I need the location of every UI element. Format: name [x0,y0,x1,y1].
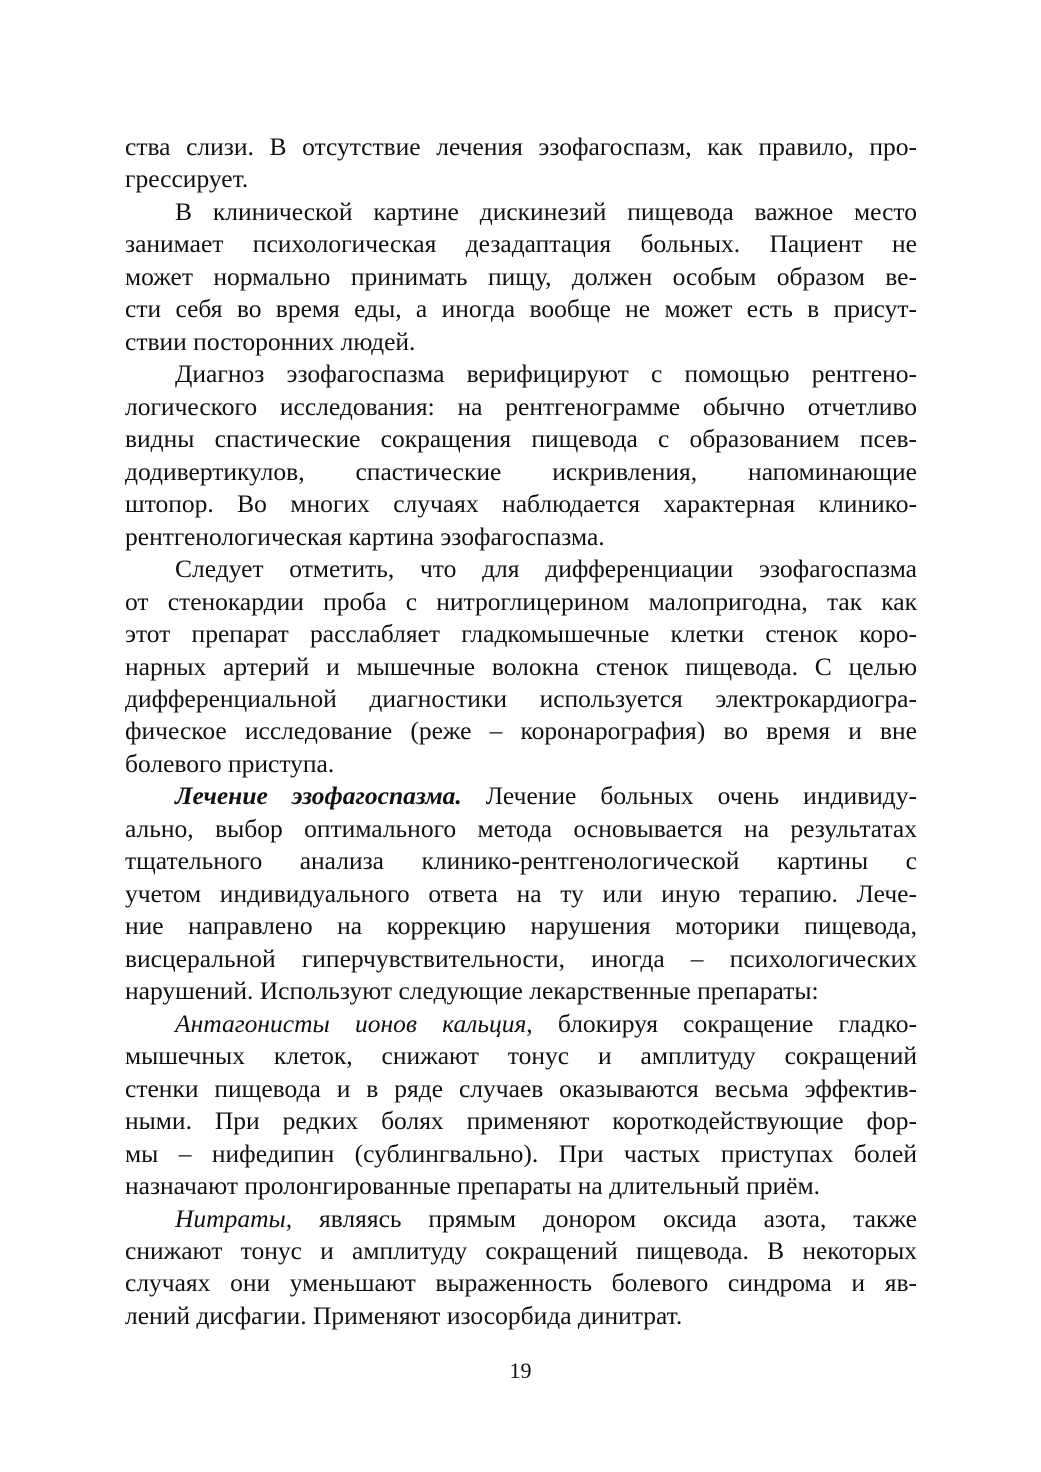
line-text: сти себя во время еды, а иногда вообще не может есть в присут- [125,294,917,324]
emphasis-text: Нитраты, [175,1203,293,1233]
line-text: случаях они уменьшают выраженность болевого синдрома и яв- [125,1268,917,1298]
line-text: ства слизи. В отсутствие лечения эзофагоспазм, как правило, про- [125,132,917,161]
line-text: логического исследования: на рентгенограмме обычно отчетливо [125,391,917,421]
text-line [125,943,917,974]
line-text: В клинической картине дискинезий пищевода важное место [175,196,917,226]
line-text: лений дисфагии. Применяют изосорбида динитрат. [125,1300,683,1330]
text-line [175,358,917,389]
line-text: мы – нифедипин (сублингвально). При частых приступах болей [125,1138,917,1168]
line-text: ными. При редких болях применяют короткодействующие фор- [125,1106,917,1136]
line-text: являясь прямым донором оксида азота, также [292,1203,917,1233]
line-text: может нормально принимать пищу, должен особым образом ве- [125,261,917,291]
text-line [125,878,917,909]
line-text: видны спастические сокращения пищевода с образованием псев- [125,424,917,454]
text-line [125,456,917,487]
text-line [125,618,917,649]
line-text: занимает психологическая дезадаптация больных. Пациент не [125,229,917,259]
text-line [125,1300,917,1331]
text-line [125,683,917,714]
line-text: дифференциальной диагностики используется электрокардиогра- [125,683,917,713]
text-line [125,1235,917,1266]
text-line [175,1008,917,1039]
text-line [125,586,917,617]
line-text: ально, выбор оптимального метода основывается на результатах [125,813,917,843]
text-line [175,196,917,227]
emphasis-text: Лечение эзофагоспазма. [175,781,462,811]
page-number: 19 [509,1358,532,1383]
text-line [125,1138,917,1169]
line-text: рентгенологическая картина эзофагоспазма. [125,521,605,551]
line-text: висцеральной гиперчувствительности, иногда – психологических [125,943,917,973]
text-line [125,521,917,552]
text-line [125,131,917,162]
line-text: , блокируя сокращение гладко- [526,1008,917,1038]
text-line [175,780,917,811]
text-line [125,488,917,519]
text-line [125,748,917,779]
text-line [125,910,917,941]
line-text: Диагноз эзофагоспазма верифицируют с помощью рентгено- [175,359,917,389]
line-text: мышечных клеток, снижают тонус и амплитуду сокращений [125,1041,917,1071]
text-line [125,261,917,292]
line-text: учетом индивидуального ответа на ту или иную терапию. Лече- [125,878,917,908]
text-line [125,813,917,844]
line-text: стенки пищевода и в ряде случаев оказываются весьма эффектив- [125,1073,917,1103]
line-text: назначают пролонгированные препараты на длительный приём. [125,1171,820,1201]
text-line [125,975,917,1006]
text-line [125,423,917,454]
text-line [125,715,917,746]
emphasis-text: Антагонисты ионов кальция [175,1008,527,1038]
line-text: от стенокардии проба с нитроглицерином малопригодна, так как [125,586,917,616]
text-line [125,163,917,194]
line-text: нарных артерий и мышечные волокна стенок пищевода. С целью [125,651,917,681]
line-text: грессирует. [125,164,249,194]
text-line [125,651,917,682]
text-line [175,1203,917,1234]
line-text: ние направлено на коррекцию нарушения моторики пищевода, [125,911,917,941]
line-text: Лечение больных очень индивиду- [461,781,918,811]
text-line [125,1267,917,1298]
line-text: снижают тонус и амплитуду сокращений пищевода. В некоторых [125,1235,917,1265]
line-text: додивертикулов, спастические искривления, напоминающие [125,456,917,486]
line-text: ствии посторонних людей. [125,326,416,356]
text-line [175,553,917,584]
line-text: Следует отметить, что для дифференциации эзофагоспазма [175,554,917,584]
text-line [125,228,917,259]
line-text: фическое исследование (реже – коронарография) во время и вне [125,716,917,746]
text-line [125,326,917,357]
line-text: тщательного анализа клинико-рентгенологической картины с [125,846,917,876]
text-line [125,293,917,324]
line-text: штопор. Во многих случаях наблюдается характерная клинико- [125,489,917,519]
text-line [125,845,917,876]
text-line [125,1040,917,1071]
text-line [125,1105,917,1136]
line-text: нарушений. Используют следующие лекарственные препараты: [125,976,819,1006]
line-text: этот препарат расслабляет гладкомышечные клетки стенок коро- [125,619,917,649]
text-line [125,1170,917,1201]
text-line [125,1073,917,1104]
text-line [125,391,917,422]
line-text: болевого приступа. [125,748,335,778]
